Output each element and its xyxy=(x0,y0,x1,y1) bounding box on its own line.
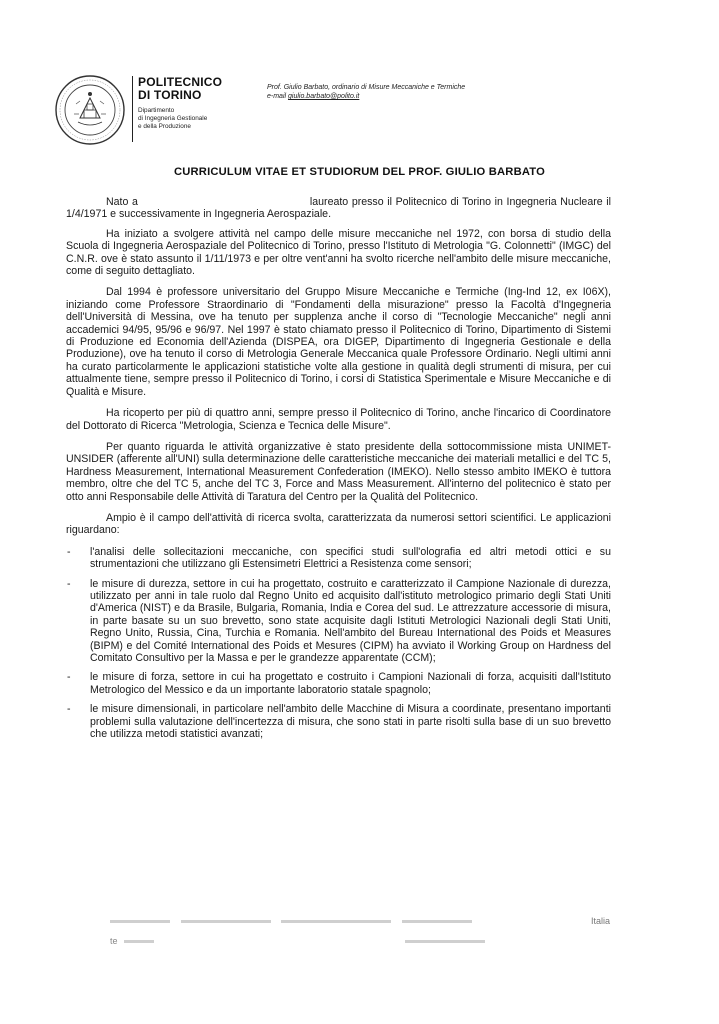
email-label: e-mail xyxy=(267,93,287,100)
university-seal-icon xyxy=(54,74,126,146)
email-link[interactable]: giulio.barbato@polito.it xyxy=(288,93,360,100)
paragraph-research-intro: Ampio è il campo dell'attività di ricerca svolta, caratterizzata da numerosi settori scientifici. Le applicazioni riguardano: xyxy=(66,511,611,537)
list-item xyxy=(67,703,611,741)
department-line3: e della Produzione xyxy=(138,123,191,131)
research-list xyxy=(66,546,611,741)
redacted-smudge xyxy=(405,940,485,943)
footer-line1 xyxy=(110,911,610,931)
redacted-smudge xyxy=(110,920,170,923)
institution-block xyxy=(138,76,268,132)
bullet-dash: - xyxy=(67,671,71,684)
header-divider xyxy=(132,76,133,142)
list-item-text: le misure di durezza, settore in cui ha progettato, costruito e caratterizzato il Campione Nazionale di durezza, utilizzato per anni in tale ruolo dal Regno Unito ed acquisito dall'istituto metrologico primario degli Stati Uniti d'America (NIST) e da Brasile, Bulgaria, Romania, India e Corea del sud. Le attrezzature accessorie di misura, in parte basate su un suo brevetto, sono state acquisite dagli Istituti Metrologici Nazionali degli Stati Uniti, Regno Unito, Russia, Cina, Turchia e Romania. Nell'ambito del Bureau International des Poids et Measures (BIPM) e del Comité International des Poids et Mesures (CIPM) ha avviato il Working Group on Hardness del Comitato Consultivo per la Massa e per le grandezze apparentate (CCM); xyxy=(90,577,611,664)
contact-name-line: Prof. Giulio Barbato, ordinario di Misure Meccaniche e Termiche xyxy=(267,84,466,91)
contact-email-line xyxy=(267,92,707,101)
redacted-smudge xyxy=(281,920,391,923)
department-name xyxy=(138,107,268,132)
list-item xyxy=(67,577,611,665)
redacted-smudge xyxy=(181,920,271,923)
paragraph-birth xyxy=(66,196,611,221)
list-item xyxy=(67,545,611,571)
paragraph-coordinator: Ha ricoperto per più di quattro anni, sempre presso il Politecnico di Torino, anche l'incarico di Coordinatore del Dottorato di Ricerca "Metrologia, Scienza e Tecnica delle Misure". xyxy=(66,407,611,432)
bullet-dash: - xyxy=(67,577,71,590)
birth-label: Nato a xyxy=(106,196,138,208)
paragraph-career-start: Ha iniziato a svolgere attività nel campo delle misure meccaniche nel 1972, con borsa di studio della Scuola di Ingegneria Aerospaziale del Politecnico di Torino, presso l'Istituto di Metrologia "G. Colonnetti" (IMGC) del C.N.R. ove è stato assunto il 1/11/1973 e per oltre vent'anni ha svolto ricerche nell'ambito delle misure meccaniche, come di seguito dettagliato. xyxy=(66,227,611,278)
footer-tel-prefix: te xyxy=(110,936,118,946)
list-item-text: l'analisi delle sollecitazioni meccaniche, con specifici studi sull'olografia ed altri metodi ottici e su strumentazioni che utilizzano gli Estensimetri Elettrici a Resistenza come sensori; xyxy=(90,545,611,571)
footer-line2 xyxy=(110,931,610,951)
list-item xyxy=(67,671,611,696)
institution-name-line2: DI TORINO xyxy=(138,88,202,102)
bullet-dash: - xyxy=(67,703,71,716)
paragraph-professorship: Dal 1994 è professore universitario del Gruppo Misure Meccaniche e Termiche (Ing-Ind 12, ex I06X), iniziando come Professore Straordinario di "Fondamenti della misurazione" presso la Facoltà d'Ingegneria dell'Università di Messina, ove ha tenuto per supplenza anche il corso di "Tecnologie Meccaniche" negli anni accademici 94/95, 95/96 e 96/97. Nel 1997 è stato chiamato presso il Politecnico di Torino, Dipartimento di Sistemi di Produzione ed Economia dell'Azienda (DISPEA, ora DIGEP, Dipartimento di Ingegneria Gestionale e della Produzione), ove ha tenuto il corso di Metrologia Generale Meccanica quale Professore Ordinario. Negli ultimi anni ha curato particolarmente le applicazioni statistiche volte alla gestione in qualità degli strumenti di misura, per cui attualmente tiene, sempre presso il Politecnico di Torino, i corsi di Statistica Sperimentale e Misure Meccaniche e di Qualità e Misure. xyxy=(66,286,611,398)
institution-name-line1: POLITECNICO xyxy=(138,75,223,89)
footer-country: Italia xyxy=(590,916,610,926)
bullet-dash: - xyxy=(67,545,71,558)
paragraph-organizational: Per quanto riguarda le attività organizzative è stato presidente della sottocommissione mista UNIMET-UNSIDER (afferente all'UNI) sulla determinazione delle caratteristiche meccaniche dei materiali metallici e del TC 5, Hardness Measurement, International Measurement Confederation (IMEKO). Nello stesso ambito IMEKO è tuttora membro, oltre che del TC 5, anche del TC 3, Force and Mass Measurement. All'interno del politecnico è stato per otto anni Responsabile delle Attività di Taratura del Centro per la Qualità del Politecnico. xyxy=(66,440,611,503)
list-item-text: le misure di forza, settore in cui ha progettato e costruito i Campioni Nazionali di forza, acquisiti dall'Istituto Metrologico del Messico e da un importante laboratorio statale spagnolo; xyxy=(90,671,611,696)
contact-info xyxy=(267,83,707,101)
document-body xyxy=(66,196,611,747)
department-line2: di Ingegneria Gestionale xyxy=(138,115,208,123)
redacted-smudge xyxy=(402,920,472,923)
document-title: CURRICULUM VITAE ET STUDIORUM DEL PROF. GIULIO BARBATO xyxy=(173,166,546,178)
footer-address xyxy=(110,911,610,951)
redacted-smudge xyxy=(124,940,154,943)
department-line1: Dipartimento xyxy=(138,107,175,114)
birth-text: laureato presso il Politecnico di Torino in Ingegneria Nucleare il 1/4/1971 e successivamente in Ingegneria Aerospaziale. xyxy=(66,196,611,221)
list-item-text: le misure dimensionali, in particolare nell'ambito delle Macchine di Misura a coordinate, presentano importanti problemi sulla valutazione dell'incertezza di misura, che sono stati in parte risolti sulla base di un suo brevetto che utilizza metodi statistici avanzati; xyxy=(90,703,611,741)
